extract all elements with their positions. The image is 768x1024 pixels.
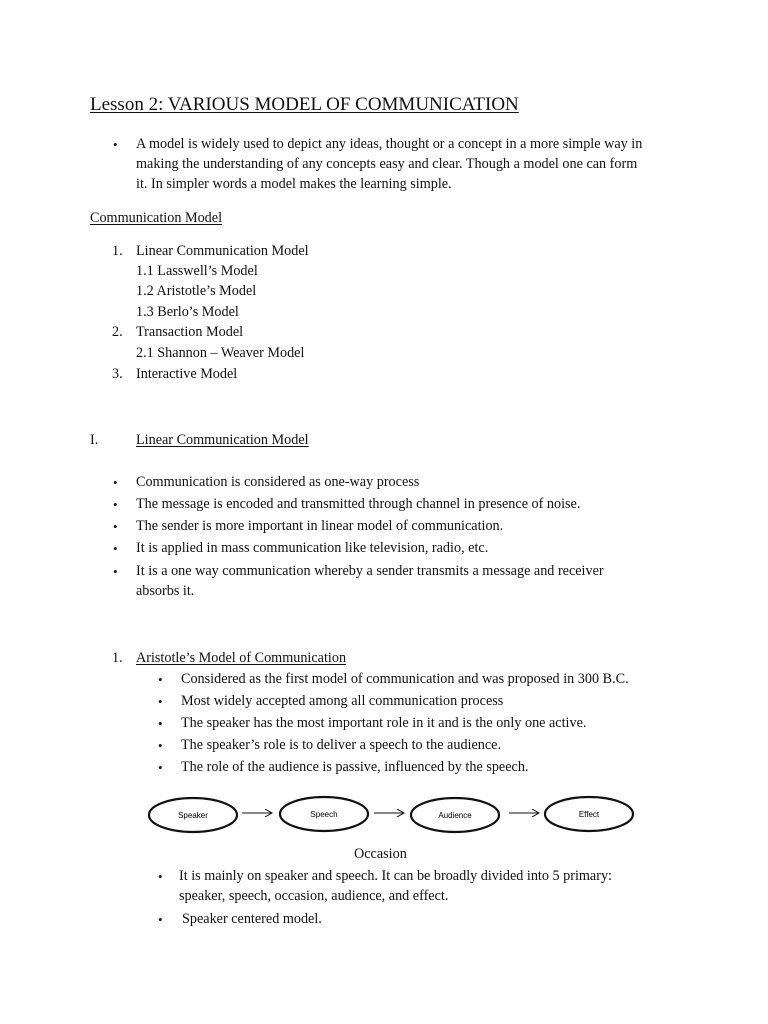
list-item: Communication is considered as one-way process [136,474,420,490]
list-item: It is mainly on speaker and speech. It can be broadly divided into 5 primary: [179,868,612,884]
diagram-caption: Occasion [354,846,407,862]
list-item: Transaction Model [136,324,244,340]
list-item: 1.2 Aristotle’s Model [136,283,257,299]
list-number: 1. [112,243,123,259]
section-numeral: I. [90,432,99,448]
list-item: The speaker’s role is to deliver a speech to the audience. [181,737,502,753]
bullet-icon: • [113,541,118,556]
diagram-node-speech [280,797,368,831]
list-item: Linear Communication Model [136,243,309,259]
list-item: 1.1 Lasswell’s Model [136,263,258,279]
bullet-icon: • [158,760,163,775]
intro-line-1: A model is widely used to depict any ideas, thought or a concept in a more simple way in [136,136,643,152]
list-item: The message is encoded and transmitted through channel in presence of noise. [136,496,581,512]
intro-line-2: making the understanding of any concepts easy and clear. Though a model one can form [136,156,638,172]
diagram-node-label: Effect [578,810,600,819]
section-heading: Linear Communication Model [136,432,309,448]
bullet-icon: • [113,564,118,579]
bullet-icon: • [113,519,118,534]
communication-model-heading: Communication Model [90,210,223,226]
bullet-icon: • [158,694,163,709]
list-item: 1.3 Berlo’s Model [136,304,239,320]
list-item-continuation: absorbs it. [136,583,195,599]
list-number: 2. [112,324,123,340]
intro-line-3: it. In simpler words a model makes the learning simple. [136,176,452,192]
bullet-icon: • [158,738,163,753]
list-item: The speaker has the most important role in it and is the only one active. [181,715,587,731]
diagram-node-label: Speech [310,810,338,819]
diagram-node-speaker [149,798,237,832]
aristotle-heading: Aristotle’s Model of Communication [136,650,347,666]
bullet-icon: • [113,475,118,490]
list-number: 1. [112,650,123,666]
page-title: Lesson 2: VARIOUS MODEL OF COMMUNICATION [90,94,519,115]
list-item: It is a one way communication whereby a sender transmits a message and receiver [136,563,604,579]
bullet-icon: • [158,672,163,687]
list-item: Interactive Model [136,366,238,382]
intro-bullet: • [113,137,118,152]
diagram-node-audience [411,798,499,832]
list-item: 2.1 Shannon – Weaver Model [136,345,305,361]
list-item: Most widely accepted among all communication process [181,693,504,709]
diagram-node-label: Audience [438,811,472,820]
aristotle-flow-diagram [0,790,768,840]
list-item: The sender is more important in linear model of communication. [136,518,504,534]
bullet-icon: • [158,912,163,927]
diagram-node-effect [545,797,633,831]
bullet-icon: • [158,716,163,731]
list-item: It is applied in mass communication like television, radio, etc. [136,540,489,556]
list-item: Considered as the first model of communication and was proposed in 300 B.C. [181,671,629,687]
list-item: Speaker centered model. [182,911,322,927]
bullet-icon: • [113,497,118,512]
diagram-node-label: Speaker [178,811,208,820]
bullet-icon: • [158,869,163,884]
list-item: The role of the audience is passive, influenced by the speech. [181,759,529,775]
list-item-continuation: speaker, speech, occasion, audience, and effect. [179,888,449,904]
list-number: 3. [112,366,123,382]
